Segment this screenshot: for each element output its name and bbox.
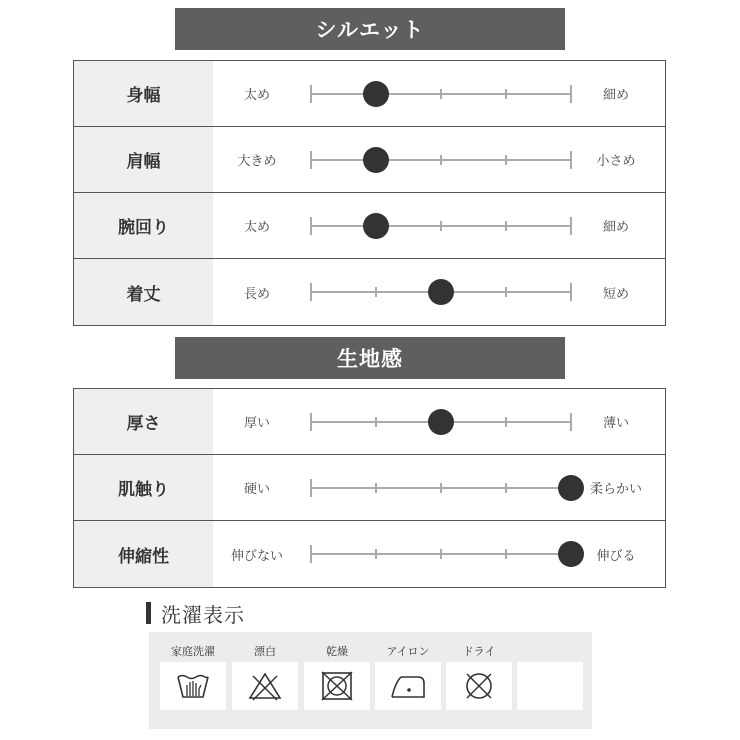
fabric-title: 生地感 bbox=[337, 347, 403, 371]
row-scale-area bbox=[213, 193, 665, 258]
fabric-banner bbox=[175, 337, 565, 379]
scale-tick bbox=[310, 151, 312, 169]
row-label: 着丈 bbox=[74, 259, 213, 325]
row-scale-area bbox=[213, 127, 665, 192]
care-label: 家庭洗濯 bbox=[171, 645, 215, 658]
scale-right-label: 薄い bbox=[602, 416, 629, 431]
scale-right-label: 伸びる bbox=[596, 548, 636, 564]
scale-tick bbox=[375, 483, 377, 493]
care-label: アイロン bbox=[386, 645, 430, 658]
care-label: 漂白 bbox=[254, 645, 276, 658]
scale-left-label: 厚い bbox=[243, 416, 270, 431]
row-scale-area bbox=[213, 259, 665, 325]
care-heading-bar bbox=[146, 602, 151, 624]
care-item-bleach bbox=[232, 640, 298, 710]
no-tumble-dry-icon bbox=[319, 670, 355, 702]
scale-tick bbox=[375, 417, 377, 427]
care-label: ドライ bbox=[462, 645, 496, 658]
row-label: 腕回り bbox=[74, 193, 213, 258]
scale-left-label: 大きめ bbox=[237, 154, 277, 169]
care-icon-box-empty bbox=[517, 662, 583, 710]
care-icon-box bbox=[232, 662, 298, 710]
scale-marker bbox=[363, 147, 389, 173]
care-icon-box bbox=[375, 662, 441, 710]
rating-scale bbox=[311, 389, 571, 454]
rating-scale bbox=[311, 455, 571, 520]
rating-scale bbox=[311, 193, 571, 258]
rating-row bbox=[74, 259, 665, 325]
scale-tick bbox=[310, 479, 312, 497]
scale-right-label: 短め bbox=[602, 286, 629, 302]
scale-tick bbox=[440, 549, 442, 559]
scale-tick bbox=[505, 89, 507, 99]
care-label bbox=[517, 640, 583, 662]
scale-marker bbox=[428, 279, 454, 305]
care-title: 洗濯表示 bbox=[161, 602, 245, 627]
care-panel bbox=[149, 632, 592, 729]
rating-scale bbox=[311, 127, 571, 192]
care-label: 乾燥 bbox=[326, 645, 348, 658]
scale-right-label: 細め bbox=[602, 88, 629, 103]
scale-marker bbox=[428, 409, 454, 435]
rating-scale bbox=[311, 61, 571, 126]
fabric-table bbox=[73, 388, 666, 588]
row-scale-area bbox=[213, 455, 665, 520]
scale-right-label: 細め bbox=[602, 220, 629, 235]
row-label: 肩幅 bbox=[74, 127, 213, 192]
scale-tick bbox=[375, 287, 377, 297]
care-item-home-wash bbox=[160, 640, 226, 710]
scale-right-label: 柔らかい bbox=[589, 482, 642, 497]
rating-row bbox=[74, 521, 665, 587]
no-dry-clean-icon bbox=[461, 670, 497, 702]
row-label: 身幅 bbox=[74, 61, 213, 126]
scale-tick bbox=[505, 155, 507, 165]
no-bleach-icon bbox=[247, 670, 283, 702]
scale-left-label: 太め bbox=[243, 88, 270, 103]
rating-row bbox=[74, 127, 665, 193]
silhouette-banner bbox=[175, 8, 565, 50]
scale-tick bbox=[440, 89, 442, 99]
scale-tick bbox=[440, 483, 442, 493]
care-icon-box bbox=[304, 662, 370, 710]
silhouette-table bbox=[73, 60, 666, 326]
scale-tick bbox=[505, 549, 507, 559]
care-item-dry-clean bbox=[446, 640, 512, 710]
rating-row bbox=[74, 455, 665, 521]
scale-tick bbox=[375, 549, 377, 559]
row-label: 厚さ bbox=[74, 389, 213, 454]
rating-row bbox=[74, 61, 665, 127]
rating-scale bbox=[311, 259, 571, 325]
care-item-empty bbox=[517, 640, 583, 710]
iron-low-icon bbox=[388, 670, 428, 702]
scale-left-label: 硬い bbox=[243, 482, 270, 497]
row-scale-area bbox=[213, 61, 665, 126]
scale-tick bbox=[505, 287, 507, 297]
scale-marker bbox=[363, 81, 389, 107]
hand-wash-icon bbox=[175, 670, 211, 702]
scale-tick bbox=[310, 413, 312, 431]
rating-row bbox=[74, 193, 665, 259]
scale-tick bbox=[310, 545, 312, 563]
row-label: 伸縮性 bbox=[74, 521, 213, 587]
row-scale-area bbox=[213, 389, 665, 454]
scale-tick bbox=[310, 85, 312, 103]
care-item-iron bbox=[375, 640, 441, 710]
scale-tick bbox=[505, 221, 507, 231]
scale-tick bbox=[310, 283, 312, 301]
care-heading bbox=[146, 600, 245, 626]
scale-tick bbox=[440, 221, 442, 231]
scale-left-label: 長め bbox=[243, 286, 270, 302]
scale-tick bbox=[505, 483, 507, 493]
care-icon-box bbox=[160, 662, 226, 710]
scale-tick bbox=[505, 417, 507, 427]
row-scale-area bbox=[213, 521, 665, 587]
row-label: 肌触り bbox=[74, 455, 213, 520]
silhouette-title: シルエット bbox=[315, 18, 425, 42]
rating-row bbox=[74, 389, 665, 455]
scale-marker bbox=[363, 213, 389, 239]
rating-scale bbox=[311, 521, 571, 587]
scale-left-label: 太め bbox=[243, 220, 270, 235]
care-item-dry bbox=[304, 640, 370, 710]
scale-tick bbox=[440, 155, 442, 165]
scale-right-label: 小さめ bbox=[596, 154, 636, 169]
scale-tick bbox=[310, 217, 312, 235]
care-icon-box bbox=[446, 662, 512, 710]
scale-left-label: 伸びない bbox=[230, 548, 283, 564]
